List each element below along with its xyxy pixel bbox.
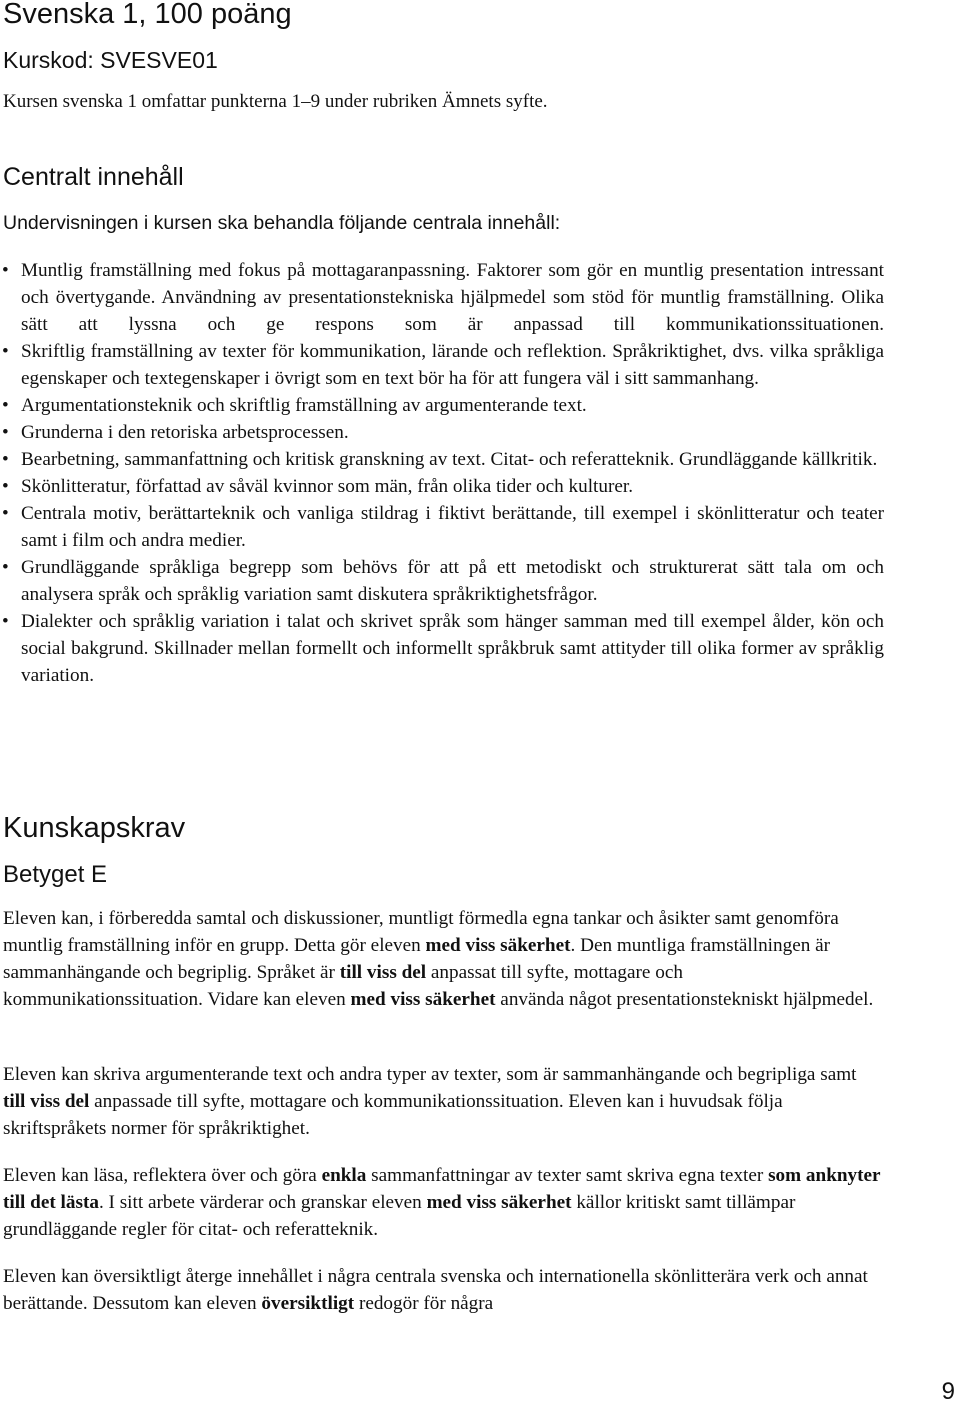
- list-item-text: Centrala motiv, berättarteknik och vanliga stildrag i fiktivt berättande, till exempel i skönlitteratur och teater samt i film och andra medier.: [21, 503, 884, 551]
- central-content-heading: Centralt innehåll: [3, 163, 184, 191]
- grade-paragraph-writing: Eleven kan skriva argumenterande text och andra typer av texter, som är sammanhängande och begripliga samt till viss del anpassade till syfte, mottagare och kommunikationssituation. Eleven kan i huvudsak följa skriftspråkets normer för språkriktighet.: [3, 1064, 857, 1139]
- list-item-text: Dialekter och språklig variation i talat och skrivet språk som hänger samman med till exempel ålder, kön och social bakgrund. Skillnader mellan formellt och informellt språkbruk samt attityder till olika former av språklig variation.: [21, 611, 884, 686]
- list-item: [0, 419, 884, 446]
- list-item-text: Skönlitteratur, författad av såväl kvinnor som män, från olika tider och kulturer.: [21, 476, 633, 497]
- list-item: [0, 446, 884, 473]
- bullet-icon: •: [2, 503, 9, 524]
- list-item: [0, 554, 884, 608]
- list-item: [0, 338, 884, 392]
- list-item-text: Grunderna i den retoriska arbetsprocessen.: [21, 422, 349, 443]
- bullet-icon: •: [2, 260, 9, 281]
- grade-e-heading: Betyget E: [3, 861, 108, 888]
- bullet-icon: •: [2, 611, 9, 632]
- page-number: 9: [941, 1378, 955, 1405]
- list-item-text: Grundläggande språkliga begrepp som behövs för att på ett metodiskt och strukturerat sätt tala om och analysera språk och språklig variation samt diskutera språkriktighetsfrågor.: [21, 557, 884, 605]
- course-intro: Kursen svenska 1 omfattar punkterna 1–9 under rubriken Ämnets syfte.: [3, 91, 548, 112]
- bullet-icon: •: [2, 557, 9, 578]
- grade-paragraph-speaking: Eleven kan, i förberedda samtal och diskussioner, muntligt förmedla egna tankar och åsikter samt genomföra muntlig framställning inför en grupp. Detta gör eleven med viss säkerhet. Den muntliga framställningen är sammanhängande och begriplig. Språket är till viss del anpassat till syfte, mottagare och kommunikationssituation. Vidare kan eleven med viss säkerhet använda något presentationstekniskt hjälpmedel.: [3, 908, 874, 1010]
- list-item: [0, 473, 884, 500]
- central-content-list: [0, 257, 884, 689]
- bullet-icon: •: [2, 341, 9, 362]
- course-code: Kurskod: SVESVE01: [3, 47, 218, 73]
- grade-paragraph-literature: Eleven kan översiktligt återge innehållet i några centrala svenska och internationella skönlitterära verk och annat berättande. Dessutom kan eleven översiktligt redogör för några: [3, 1266, 868, 1314]
- list-item-text: Muntlig framställning med fokus på mottagaranpassning. Faktorer som gör en muntlig presentation intressant och övertygande. Användning av presentationstekniska hjälpmedel som stöd för muntlig framställning. Olika sätt att lyssna och ge respons som är anpassad till kommunikationssituationen.: [21, 260, 884, 335]
- list-item: [0, 257, 884, 338]
- list-item-text: Argumentationsteknik och skriftlig framställning av argumenterande text.: [21, 395, 587, 416]
- course-title: Svenska 1, 100 poäng: [3, 0, 292, 30]
- bullet-icon: •: [2, 449, 9, 470]
- list-item-text: Bearbetning, sammanfattning och kritisk granskning av text. Citat- och referatteknik. Grundläggande källkritik.: [21, 449, 878, 470]
- list-item-text: Skriftlig framställning av texter för kommunikation, lärande och reflektion. Språkriktighet, dvs. vilka språkliga egenskaper och textegenskaper i övrigt som en text bör ha för att fungera väl i sitt sammanhang.: [21, 341, 884, 389]
- central-content-lead: Undervisningen i kursen ska behandla följande centrala innehåll:: [3, 212, 561, 234]
- list-item: [0, 500, 884, 554]
- bullet-icon: •: [2, 476, 9, 497]
- bullet-icon: •: [2, 395, 9, 416]
- grade-paragraph-reading: Eleven kan läsa, reflektera över och göra enkla sammanfattningar av texter samt skriva egna texter som anknyter till det lästa. I sitt arbete värderar och granskar eleven med viss säkerhet källor kritiskt samt tillämpar grundläggande regler för citat- och referatteknik.: [3, 1165, 881, 1240]
- list-item: [0, 392, 884, 419]
- knowledge-requirements-heading: Kunskapskrav: [3, 812, 186, 844]
- bullet-icon: •: [2, 422, 9, 443]
- list-item: [0, 608, 884, 689]
